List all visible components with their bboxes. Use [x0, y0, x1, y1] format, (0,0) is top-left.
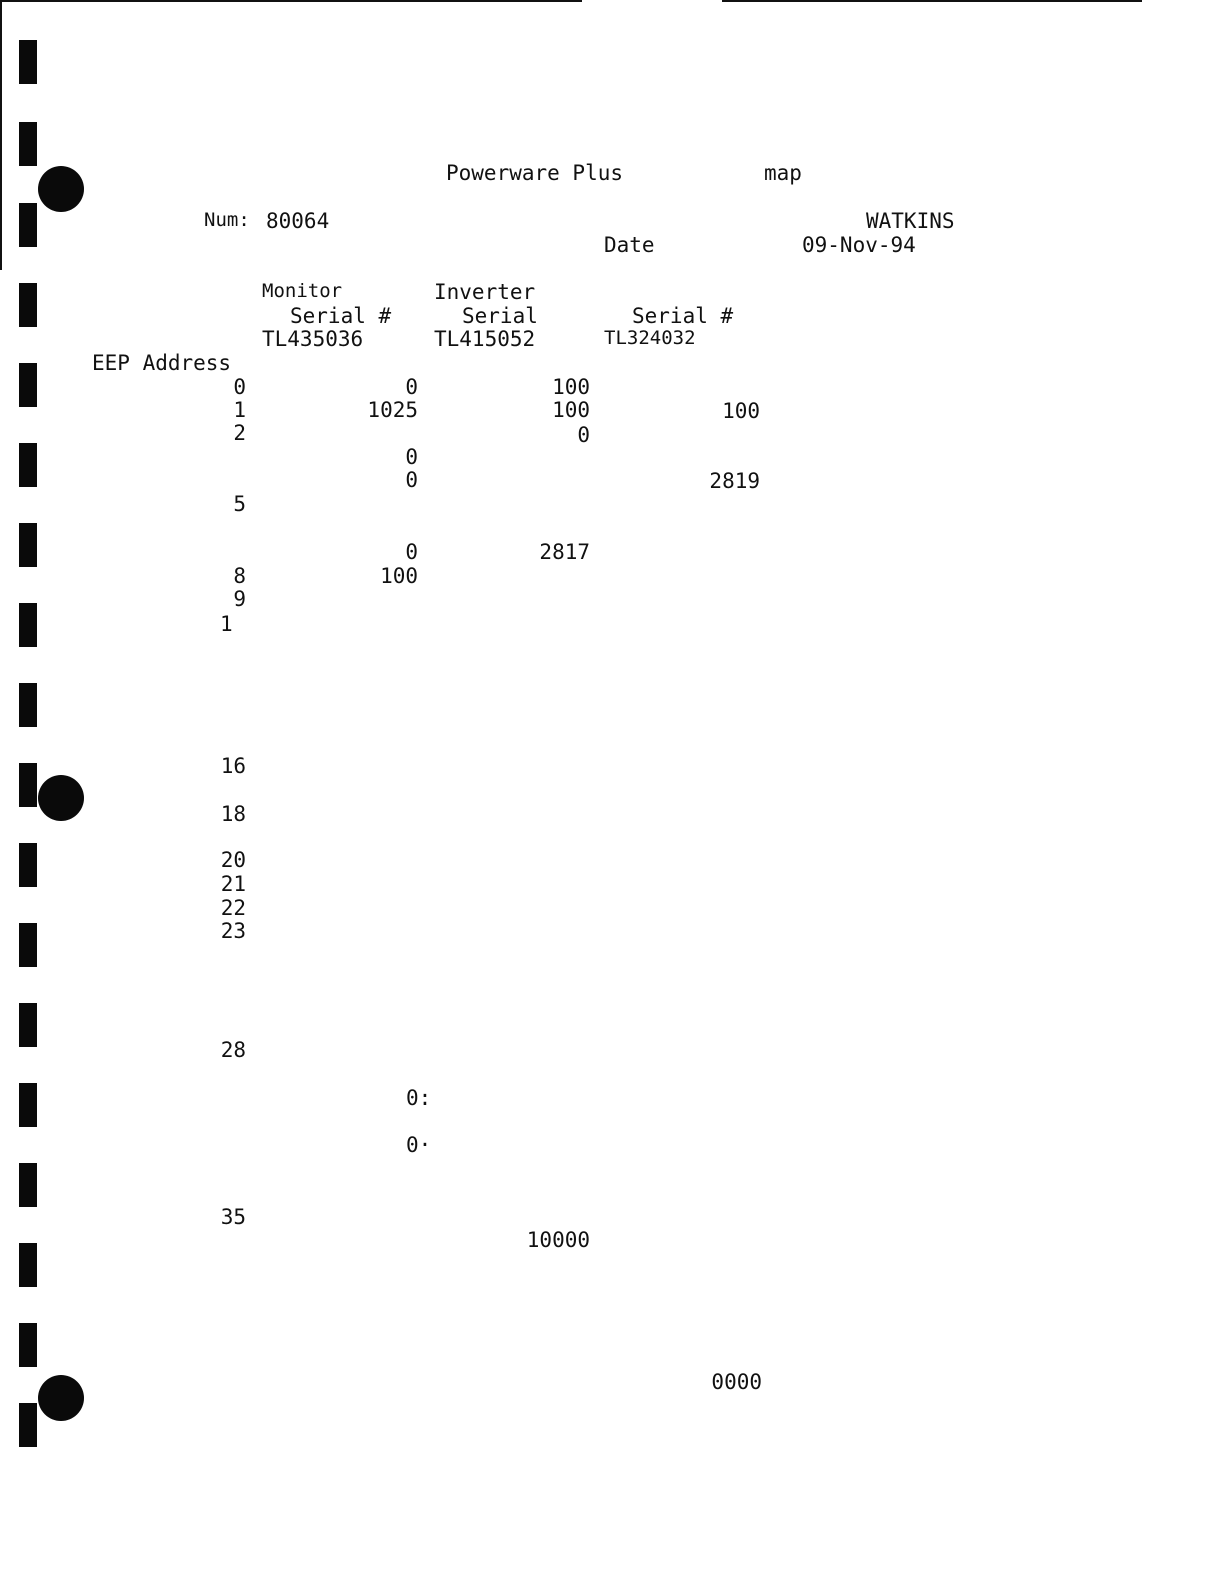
- binder-bar: [19, 122, 37, 166]
- binder-bar: [19, 40, 37, 84]
- top-rule-right: [722, 0, 1142, 2]
- binder-bar: [19, 363, 37, 407]
- binder-bar: [19, 203, 37, 247]
- binder-bar: [19, 603, 37, 647]
- punch-hole: [38, 1375, 84, 1421]
- monitor-value: 0: [405, 375, 418, 399]
- binder-bar: [19, 1003, 37, 1047]
- binder-bar: [19, 843, 37, 887]
- address-cell: 16: [220, 754, 246, 778]
- binder-bar: [19, 523, 37, 567]
- binder-bar: [19, 763, 37, 807]
- address-cell: 9: [233, 587, 246, 611]
- binder-bar: [19, 1403, 37, 1447]
- address-cell: 1: [233, 398, 246, 422]
- eep-address-header: EEP Address: [92, 351, 232, 375]
- binder-bar: [19, 923, 37, 967]
- third-serial-value: TL324032: [604, 327, 696, 349]
- monitor-value: 1025: [367, 398, 418, 422]
- monitor-value: 100: [380, 564, 418, 588]
- address-cell: 23: [220, 919, 246, 943]
- third-serial-label: Serial #: [632, 304, 734, 328]
- binder-bar: [19, 283, 37, 327]
- inverter-serial-value: TL415052: [434, 327, 536, 351]
- inverter-value: 100: [552, 375, 590, 399]
- monitor-header: Monitor: [262, 280, 343, 302]
- binder-bar: [19, 443, 37, 487]
- monitor-value: 0:: [406, 1086, 432, 1110]
- monitor-value: 0: [405, 468, 418, 492]
- address-cell: 5: [233, 492, 246, 516]
- monitor-value: 0: [405, 540, 418, 564]
- address-cell: 18: [220, 802, 246, 826]
- left-edge-rule: [0, 0, 2, 270]
- address-cell: 35: [220, 1205, 246, 1229]
- inverter-serial-label: Serial: [462, 304, 538, 328]
- address-cell: 2: [233, 421, 246, 445]
- address-cell: 21: [220, 872, 246, 896]
- monitor-serial-value: TL435036: [262, 327, 364, 351]
- binder-bar: [19, 683, 37, 727]
- punch-hole: [38, 775, 84, 821]
- inverter-header: Inverter: [434, 280, 536, 304]
- address-cell: 8: [233, 564, 246, 588]
- top-rule-left: [0, 0, 582, 2]
- address-cell: 20: [220, 848, 246, 872]
- document-title: Powerware Plus: [446, 161, 624, 185]
- address-cell: 28: [220, 1038, 246, 1062]
- binder-bar: [19, 1323, 37, 1367]
- monitor-value: 0: [405, 445, 418, 469]
- address-cell: 0: [233, 375, 246, 399]
- map-label: map: [764, 161, 802, 185]
- punch-hole: [38, 166, 84, 212]
- monitor-serial-label: Serial #: [290, 304, 392, 328]
- inverter-value: 0: [577, 423, 590, 447]
- monitor-value: 0·: [406, 1133, 432, 1157]
- binder-bar: [19, 1243, 37, 1287]
- third-value: 0000: [711, 1370, 762, 1394]
- inverter-value: 2817: [539, 540, 590, 564]
- date-label: Date: [604, 233, 655, 257]
- name-value: WATKINS: [866, 209, 955, 233]
- num-value: 80064: [266, 209, 330, 233]
- address-cell: 22: [220, 896, 246, 920]
- third-value: 2819: [709, 469, 760, 493]
- inverter-value: 100: [552, 398, 590, 422]
- binder-bar: [19, 1163, 37, 1207]
- address-cell: 1: [220, 612, 233, 636]
- third-value: 100: [722, 399, 760, 423]
- num-label: Num:: [204, 209, 250, 231]
- inverter-value: 10000: [526, 1228, 590, 1252]
- date-value: 09-Nov-94: [802, 233, 916, 257]
- binder-bar: [19, 1083, 37, 1127]
